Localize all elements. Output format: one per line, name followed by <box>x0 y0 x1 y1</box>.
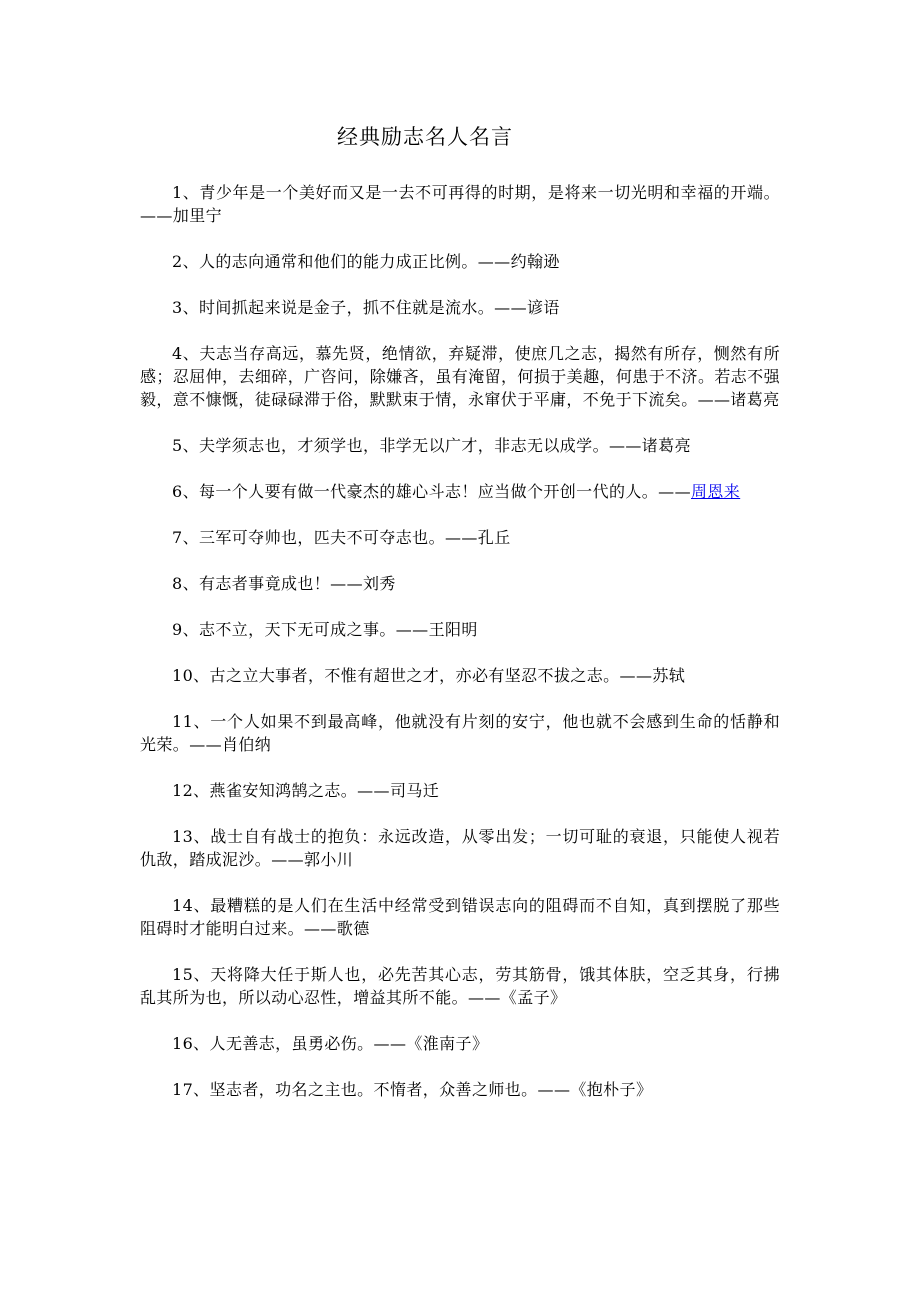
quote-item <box>140 181 780 227</box>
quote-text: 15、天将降大任于斯人也，必先苦其心志，劳其筋骨，饿其体肤，空乏其身，行拂乱其所为也，所以动心忍性，增益其所不能。——《孟子》 <box>140 965 780 1007</box>
quote-text: 6、每一个人要有做一代豪杰的雄心斗志！应当做个开创一代的人。—— <box>172 482 691 501</box>
quote-item <box>140 250 780 273</box>
quote-text: 3、时间抓起来说是金子，抓不住就是流水。——谚语 <box>172 298 560 317</box>
quote-text: 5、夫学须志也，才须学也，非学无以广才，非志无以成学。——诸葛亮 <box>172 436 691 455</box>
quote-item <box>140 526 780 549</box>
quote-text: 11、一个人如果不到最高峰，他就没有片刻的安宁，他也就不会感到生命的恬静和光荣。——肖伯纳 <box>140 712 780 754</box>
document-title: 经典励志名人名言 <box>337 125 513 149</box>
quote-text: 7、三军可夺帅也，匹夫不可夺志也。——孔丘 <box>172 528 511 547</box>
quote-text: 12、燕雀安知鸿鹄之志。——司马迁 <box>172 781 440 800</box>
author-link[interactable]: 周恩来 <box>690 482 741 501</box>
quote-text: 1、青少年是一个美好而又是一去不可再得的时期，是将来一切光明和幸福的开端。——加里宁 <box>140 183 780 225</box>
quote-item <box>140 894 780 940</box>
quote-text: 2、人的志向通常和他们的能力成正比例。——约翰逊 <box>172 252 560 271</box>
quote-item <box>140 1078 780 1101</box>
quote-item <box>140 779 780 802</box>
quote-item <box>140 963 780 1009</box>
quote-text: 8、有志者事竟成也！——刘秀 <box>172 574 396 593</box>
quote-item <box>140 296 780 319</box>
quote-text: 13、战士自有战士的抱负：永远改造，从零出发；一切可耻的衰退，只能使人视若仇敌，踏成泥沙。——郭小川 <box>140 827 780 869</box>
quote-text: 16、人无善志，虽勇必伤。——《淮南子》 <box>172 1034 489 1053</box>
quote-item <box>140 572 780 595</box>
quote-item <box>140 1032 780 1055</box>
quote-item <box>140 664 780 687</box>
quote-item <box>140 342 780 411</box>
quote-list <box>140 181 780 1124</box>
quote-item <box>140 710 780 756</box>
quote-text: 17、坚志者，功名之主也。不惰者，众善之师也。——《抱朴子》 <box>172 1080 653 1099</box>
quote-text: 4、夫志当存高远，慕先贤，绝情欲，弃疑滞，使庶几之志，揭然有所存，恻然有所感；忍屈伸，去细碎，广咨问，除嫌吝，虽有淹留，何损于美趣，何患于不济。若志不强毅，意不慷慨，徒碌碌滞于俗，默默束于情，永窜伏于平庸，不免于下流矣。——诸葛亮 <box>140 344 780 409</box>
quote-item <box>140 480 780 503</box>
quote-text: 9、志不立，天下无可成之事。——王阳明 <box>172 620 478 639</box>
quote-text: 10、古之立大事者，不惟有超世之才，亦必有坚忍不拔之志。——苏轼 <box>172 666 686 685</box>
quote-item <box>140 618 780 641</box>
quote-item <box>140 434 780 457</box>
quote-text: 14、最糟糕的是人们在生活中经常受到错误志向的阻碍而不自知，真到摆脱了那些阻碍时才能明白过来。——歌德 <box>140 896 780 938</box>
quote-item <box>140 825 780 871</box>
